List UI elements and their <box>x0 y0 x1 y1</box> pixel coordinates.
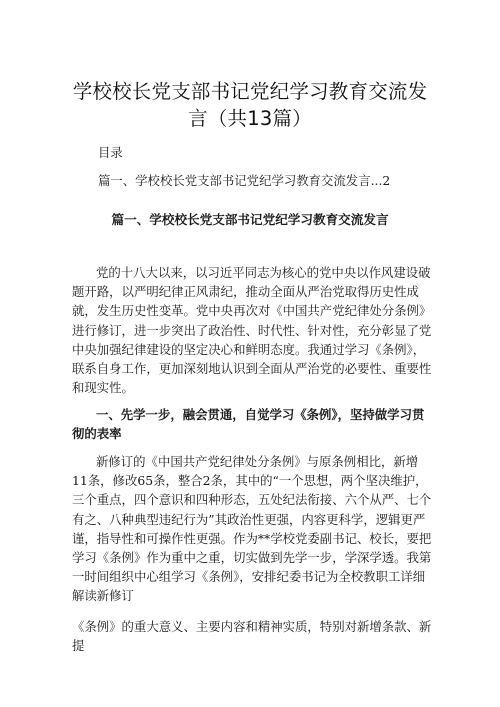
document-title-line-1: 学校校长党支部书记党纪学习教育交流发 <box>72 80 428 103</box>
toc-label: 目录 <box>98 145 123 160</box>
toc-item[interactable]: 篇一、学校校长党支部书记党纪学习教育交流发言...2 <box>98 173 391 188</box>
body-paragraph-1: 党的十八大以来，以习近平同志为核心的党中央以作风建设破题开路，以严明纪律正风肃纪，推动全面从严治党取得历史性成就，发生历史性变革。党中央再次对《中国共产党纪律处分条例》进行修订，进一步突出了政治性、时代性、针对性，充分彰显了党中央加强纪律建设的坚定决心和鲜明态度。我通过学习《条例》，联系自身工作，更加深刻地认识到全面从严治党的必要性、重要性和现实性。 <box>72 265 432 396</box>
section-heading: 篇一、学校校长党支部书记党纪学习教育交流发言 <box>111 212 389 227</box>
body-paragraph-3: 《条例》的重大意义、主要内容和精神实质，特别对新增条款、新提 <box>72 619 432 654</box>
subheading-1: 一、先学一步，融会贯通，自觉学习《条例》，坚持做学习贯彻的表率 <box>72 407 425 442</box>
body-paragraph-2: 新修订的《中国共产党纪律处分条例》与原条例相比，新增11条，修改65条，整合2条，其中的“一个思想，两个坚决维护，三个重点，四个意识和四种形态，五处纪法衔接、六个从严、七个有之、八种典型违纪行为”其政治性更强，内容更科学，逻辑更严谨，指导性和可操作性更强。作为**学校党委副书记、校长，要把学习《条例》作为重中之重，切实做到先学一步，学深学透。我第一时间组织中心组学习《条例》，安排纪委书记为全校教职工详细解读新修订 <box>72 454 432 604</box>
document-title-line-2: 言（共13篇） <box>188 107 312 130</box>
